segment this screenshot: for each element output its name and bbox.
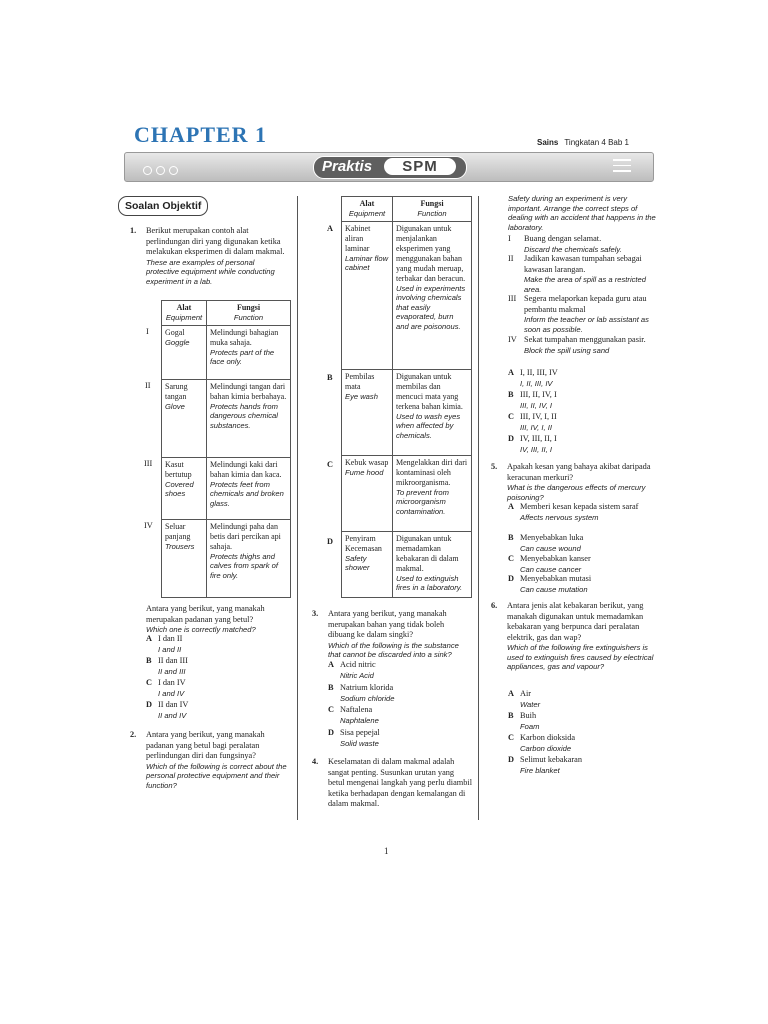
cell-alat: Kebuk wasap	[345, 457, 389, 467]
col-head-alat-en: Equipment	[348, 209, 386, 218]
subject-name: Sains	[537, 138, 559, 147]
option-a[interactable]: A I, II, III, IV I, II, III, IV	[508, 368, 558, 388]
option-d[interactable]: D Sisa pepejal Solid waste	[328, 728, 380, 748]
option-label[interactable]: B	[327, 373, 333, 382]
question-number: 1.	[130, 226, 137, 235]
question-1-prompt	[146, 604, 291, 635]
option-b[interactable]: B II dan III II and III	[146, 656, 188, 676]
option-a[interactable]: A I dan II I and II	[146, 634, 183, 654]
chapter-title: CHAPTER 1	[134, 122, 268, 147]
table-row	[342, 369, 472, 455]
cell-fungsi-en: Used to extinguish fires in a laboratory.	[396, 573, 463, 592]
question-4-text-en: Safety during an experiment is very important. Arrange the correct steps of dealing with an accident that happens in the laboratory.	[508, 194, 656, 232]
cell-fungsi: Melindungi bahagian muka sahaja.	[210, 327, 279, 347]
question-number: 2.	[130, 730, 137, 739]
option-c[interactable]: C III, IV, I, II III, IV, I, II	[508, 412, 557, 432]
prompt-ms: Antara yang berikut, yang manakah merupakan padanan yang betul?	[146, 604, 265, 624]
cell-alat-en: Goggle	[165, 337, 190, 347]
step-item: II Jadikan kawasan tumpahan sebagai kawasan larangan. Make the area of spill as a restricted area.	[508, 254, 646, 294]
col-head-alat-en: Equipment	[165, 313, 203, 322]
question-number: 5.	[491, 462, 498, 471]
option-b[interactable]: B III, II, IV, I III, II, IV, I	[508, 390, 557, 410]
roman-label: II	[145, 381, 151, 390]
column-divider	[478, 196, 479, 820]
step-item: IV Sekat tumpahan menggunakan pasir. Block the spill using sand	[508, 335, 646, 355]
section-title: Soalan Objektif	[118, 196, 208, 216]
col-head-fungsi: Fungsi	[420, 199, 444, 208]
option-b[interactable]: B Buih Foam	[508, 711, 540, 731]
cell-fungsi-en: Used to wash eyes when affected by chemicals.	[396, 411, 461, 440]
cell-alat-en: Eye wash	[345, 391, 378, 401]
table-row	[162, 325, 291, 379]
option-d[interactable]: D Menyebabkan mutasi Can cause mutation	[508, 574, 592, 594]
question-1	[130, 226, 285, 286]
option-c[interactable]: C Menyebabkan kanser Can cause cancer	[508, 554, 591, 574]
banner-praktis-label: Praktis	[322, 158, 373, 175]
column-divider	[297, 196, 298, 820]
question-text-en: Which of the following is correct about the personal protective equipment and their function?	[146, 761, 287, 790]
question-number: 6.	[491, 601, 498, 610]
table-row	[342, 455, 472, 531]
option-label[interactable]: C	[327, 460, 333, 469]
question-3	[312, 609, 472, 660]
cell-alat: Kabinet aliran laminar	[345, 223, 371, 253]
option-label[interactable]: D	[327, 537, 333, 546]
col-head-fungsi-en: Function	[233, 313, 264, 322]
cell-fungsi: Melindungi paha dan betis dari percikan api sahaja.	[210, 521, 281, 551]
option-d[interactable]: D IV, III, II, I IV, III, II, I	[508, 434, 557, 454]
cell-fungsi-en: Used in experiments involving chemicals that easily evaporated, burn and are poisonous.	[396, 283, 466, 331]
table-row	[342, 531, 472, 597]
option-a[interactable]: A Air Water	[508, 689, 541, 709]
subject-detail: Tingkatan 4 Bab 1	[564, 138, 629, 147]
question-text-ms: Antara jenis alat kebakaran berikut, yang manakah digunakan untuk memadamkan kebakaran yang berpunca dari peralatan elektrik, gas dan wap?	[507, 601, 644, 642]
option-d[interactable]: D Selimut kebakaran Fire blanket	[508, 755, 582, 775]
question-text-ms: Berikut merupakan contoh alat perlindungan diri yang digunakan ketika melakukan eksperimen di dalam makmal.	[146, 226, 285, 256]
banner-spm-label: SPM	[384, 158, 456, 175]
question-text-en: These are examples of personal protective equipment while conducting experiment in a lab.	[146, 257, 275, 286]
cell-fungsi: Melindungi kaki dari bahan kimia dan kaca.	[210, 459, 282, 479]
option-label[interactable]: A	[327, 224, 333, 233]
table-row	[162, 457, 291, 519]
cell-alat: Kasut bertutup	[165, 459, 192, 479]
cell-fungsi: Digunakan untuk membilas dan mencuci mata yang terkena bahan kimia.	[396, 371, 463, 411]
menu-icon	[613, 159, 631, 176]
prompt-en: Which one is correctly matched?	[146, 625, 256, 634]
step-item: III Segera melaporkan kepada guru atau pembantu makmal Inform the teacher or lab assistant as soon as possible.	[508, 294, 649, 334]
cell-alat: Pembilas mata	[345, 371, 375, 391]
safety-equipment-table	[341, 196, 472, 598]
banner-pill	[313, 156, 467, 179]
roman-label: III	[144, 459, 153, 468]
question-6	[491, 601, 654, 672]
banner-dots	[143, 162, 182, 180]
col-head-fungsi: Fungsi	[236, 303, 261, 312]
col-head-fungsi-en: Function	[417, 209, 447, 218]
cell-fungsi-en: Protects part of the face only.	[210, 347, 275, 366]
option-a[interactable]: A Acid nitric Nitric Acid	[328, 660, 376, 680]
equipment-table	[161, 300, 291, 598]
cell-fungsi: Digunakan untuk memadamkan kebakaran di dalam makmal.	[396, 533, 459, 573]
question-text-en: What is the dangerous effects of mercury poisoning?	[507, 483, 646, 502]
option-a[interactable]: A Memberi kesan kepada sistem saraf Affects nervous system	[508, 502, 639, 522]
question-text-ms: Antara yang berikut, yang manakah padanan yang betul bagi peralatan perlindungan diri dan fungsinya?	[146, 730, 265, 760]
cell-alat-en: Trousers	[165, 541, 195, 551]
question-2	[130, 730, 290, 790]
question-text-ms: Apakah kesan yang bahaya akibat daripada keracunan merkuri?	[507, 462, 651, 482]
question-text-ms: Keselamatan di dalam makmal adalah sangat penting. Susunkan urutan yang betul mengenai langkah yang perlu diambil ketika berhadapan dengan kemalangan di dalam makmal.	[328, 757, 473, 808]
cell-alat-en: Safety shower	[345, 553, 370, 572]
cell-fungsi-en: To prevent from microorganism contamination.	[396, 487, 449, 516]
cell-fungsi-en: Protects hands from dangerous chemical substances.	[210, 401, 278, 430]
roman-label: I	[146, 327, 149, 336]
cell-alat: Sarung tangan	[165, 381, 188, 401]
cell-alat-en: Covered shoes	[165, 479, 194, 498]
option-c[interactable]: C Naftalena Naphtalene	[328, 705, 379, 725]
question-text-en: Which of the following fire extinguishers is used to extinguish fires caused by electrical appliances, gas and vapour?	[507, 643, 654, 671]
cell-fungsi: Melindungi tangan dari bahan kimia berbahaya.	[210, 381, 287, 401]
step-item: I Buang dengan selamat. Discard the chemicals safely.	[508, 234, 622, 254]
table-row	[162, 379, 291, 457]
cell-alat-en: Laminar flow cabinet	[345, 253, 389, 272]
question-text-ms: Antara yang berikut, yang manakah merupakan bahan yang tidak boleh dibuang ke dalam singki?	[328, 609, 447, 639]
cell-alat: Seluar panjang	[165, 521, 191, 541]
table-row	[342, 221, 472, 369]
cell-fungsi: Digunakan untuk menjalankan eksperimen yang menggunakan bahan yang mudah meruap, terbakar dan beracun.	[396, 223, 466, 283]
question-number: 4.	[312, 757, 319, 766]
cell-fungsi-en: Protects feet from chemicals and broken glass.	[210, 479, 284, 508]
cell-alat: Gogal	[165, 327, 185, 337]
question-4	[312, 757, 472, 810]
roman-label: IV	[144, 521, 153, 530]
question-text-en: Which of the following is the substance that cannot be discarded into a sink?	[328, 640, 459, 659]
cell-alat-en: Glove	[165, 401, 185, 411]
question-5	[491, 462, 656, 502]
cell-fungsi-en: Protects thighs and calves from spark of fire only.	[210, 551, 278, 580]
col-head-alat: Alat	[176, 303, 192, 312]
page-number: 1	[384, 846, 389, 856]
option-b[interactable]: B Natrium klorida Sodium chloride	[328, 683, 395, 703]
cell-fungsi: Mengelakkan diri dari kontaminasi oleh mikroorganisma.	[396, 457, 468, 487]
cell-alat: Penyiram Kecemasan	[345, 533, 382, 553]
option-c[interactable]: C Karbon dioksida Carbon dioxide	[508, 733, 576, 753]
col-head-alat: Alat	[359, 199, 375, 208]
table-row	[162, 519, 291, 597]
subject-label	[537, 138, 629, 147]
cell-alat-en: Fume hood	[345, 467, 384, 477]
option-c[interactable]: C I dan IV I and IV	[146, 678, 186, 698]
option-d[interactable]: D II dan IV II and IV	[146, 700, 189, 720]
praktis-banner	[124, 152, 654, 182]
question-number: 3.	[312, 609, 319, 618]
option-b[interactable]: B Menyebabkan luka Can cause wound	[508, 533, 584, 553]
